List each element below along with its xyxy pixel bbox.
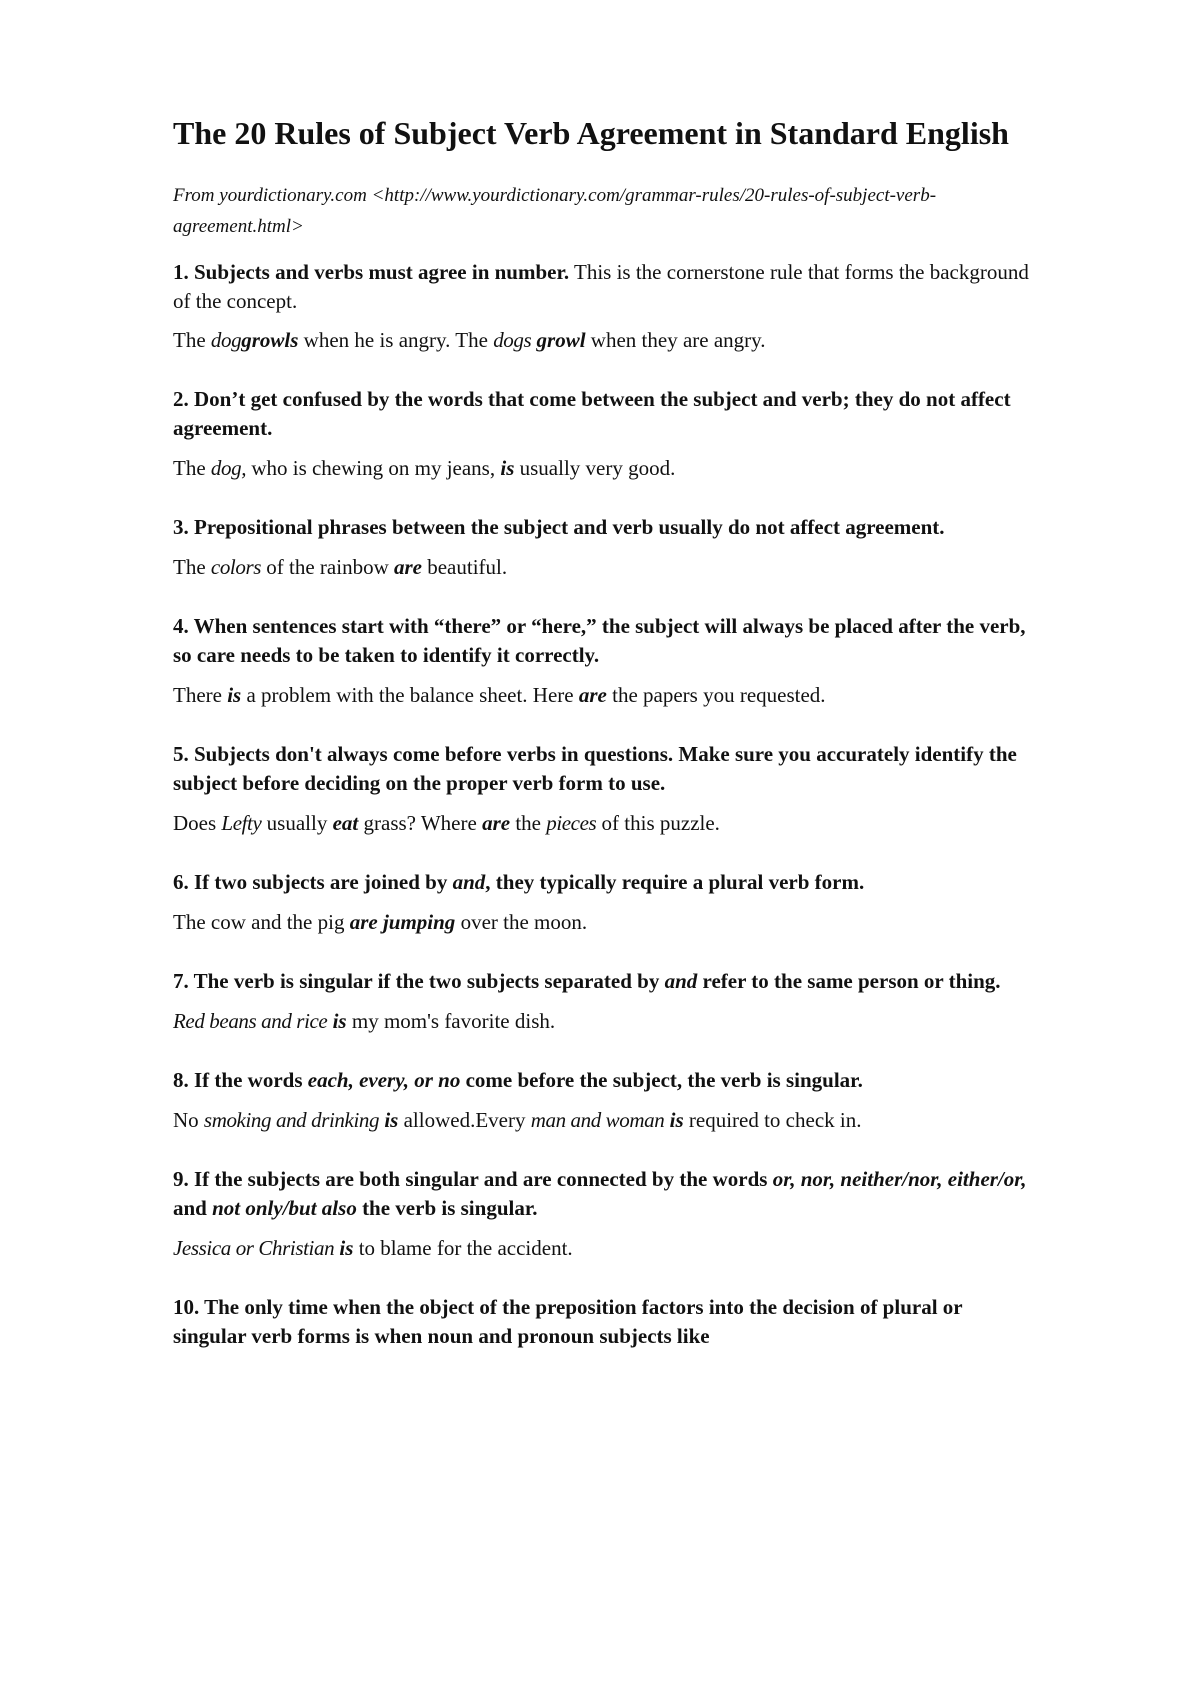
example-text: Does [173,811,222,835]
rule-text: and [173,1196,213,1220]
example-text: No [173,1108,204,1132]
rule-4-example [173,681,1033,710]
example-text: the papers you requested. [606,683,826,707]
example-verb: is [339,1236,354,1260]
example-verb: is [332,1009,347,1033]
example-text: The [173,328,211,352]
example-text: a problem with the balance sheet. Here [241,683,579,707]
rule-text: , they typically require a plural verb form. [485,870,865,894]
example-text: The [173,555,211,579]
example-text: when they are angry. [585,328,766,352]
rule-text: 6. If two subjects are joined by [173,870,453,894]
example-verb: is [500,456,515,480]
rule-8 [173,1066,1033,1095]
rule-6-example [173,908,1033,937]
keyword: each, every, or no [307,1068,461,1092]
rule-text: 9. If the subjects are both singular and are connected by the words [173,1167,773,1191]
example-verb: growls [241,328,299,352]
keyword: not only/but also [212,1196,357,1220]
example-text: beautiful. [421,555,508,579]
rule-1-example [173,326,1033,355]
rule-text: 7. The verb is singular if the two subjects separated by [173,969,665,993]
rule-1-heading: 1. Subjects and verbs must agree in number. [173,260,570,284]
rule-3-example [173,553,1033,582]
keyword: or, nor, neither/nor, either/or, [772,1167,1027,1191]
rule-text: come before the subject, the verb is singular. [460,1068,863,1092]
rule-6 [173,868,1033,897]
example-text: grass? Where [358,811,483,835]
rule-1-text: This is the cornerstone rule that forms the background of the concept. [173,260,1029,313]
keyword: and [452,870,486,894]
rule-3: 3. Prepositional phrases between the subject and verb usually do not affect agreement. [173,515,945,539]
example-subject: Lefty [221,811,262,835]
example-text: of the rainbow [261,555,394,579]
rule-8-example [173,1106,1033,1135]
example-verb: growl [536,328,586,352]
example-text: who is chewing on my jeans, [246,456,501,480]
example-text: my mom's favorite dish. [346,1009,556,1033]
example-verb: are jumping [349,910,456,934]
example-text: There [173,683,228,707]
rule-2-example [173,454,1033,483]
example-text: The cow and the pig [173,910,350,934]
example-verb: is [384,1108,399,1132]
example-text: over the moon. [455,910,588,934]
rule-text: 8. If the words [173,1068,308,1092]
example-verb: eat [332,811,359,835]
example-text: of this puzzle. [596,811,720,835]
example-subject: smoking and drinking [203,1108,380,1132]
example-text: required to check in. [683,1108,862,1132]
rule-1 [173,258,1033,316]
example-text: usually [261,811,333,835]
example-text: The [173,456,211,480]
example-verb: are [578,683,607,707]
rule-5: 5. Subjects don't always come before verbs in questions. Make sure you accurately identify the subject before deciding on the proper verb form to use. [173,742,1017,795]
example-verb: is [227,683,242,707]
example-verb: are [393,555,422,579]
example-text: usually very good. [514,456,676,480]
rule-4: 4. When sentences start with “there” or “here,” the subject will always be placed after the verb, so care needs to be taken to identify it correctly. [173,614,1026,667]
example-subject: pieces [546,811,597,835]
example-subject: man and woman [530,1108,665,1132]
rule-10: 10. The only time when the object of the preposition factors into the decision of plural or singular verb forms is when noun and pronoun subjects like [173,1295,963,1348]
document-body [173,112,1033,1362]
rule-5-example [173,809,1033,838]
example-subject: Jessica or Christian [173,1236,335,1260]
rule-9-example [173,1234,1033,1263]
keyword: and [664,969,698,993]
rule-7 [173,967,1033,996]
rule-7-example [173,1007,1033,1036]
example-subject: Red beans and rice [173,1009,328,1033]
example-text: when he is angry. The [298,328,494,352]
source-citation: From yourdictionary.com <http://www.yourdictionary.com/grammar-rules/20-rules-of-subject-verb-agreement.html> [173,185,937,237]
rule-9 [173,1165,1033,1223]
rule-text: refer to the same person or thing. [697,969,1001,993]
rule-2: 2. Don’t get confused by the words that come between the subject and verb; they do not affect agreement. [173,387,1011,440]
example-subject: dog [210,328,242,352]
example-subject: dogs [493,328,532,352]
example-text: the [510,811,547,835]
page-title: The 20 Rules of Subject Verb Agreement in Standard English [173,115,1009,151]
example-text: allowed.Every [398,1108,531,1132]
example-subject: colors [210,555,262,579]
example-text: to blame for the accident. [353,1236,573,1260]
example-subject: dog, [210,456,247,480]
example-verb: are [482,811,511,835]
example-verb: is [669,1108,684,1132]
rule-text: the verb is singular. [356,1196,538,1220]
